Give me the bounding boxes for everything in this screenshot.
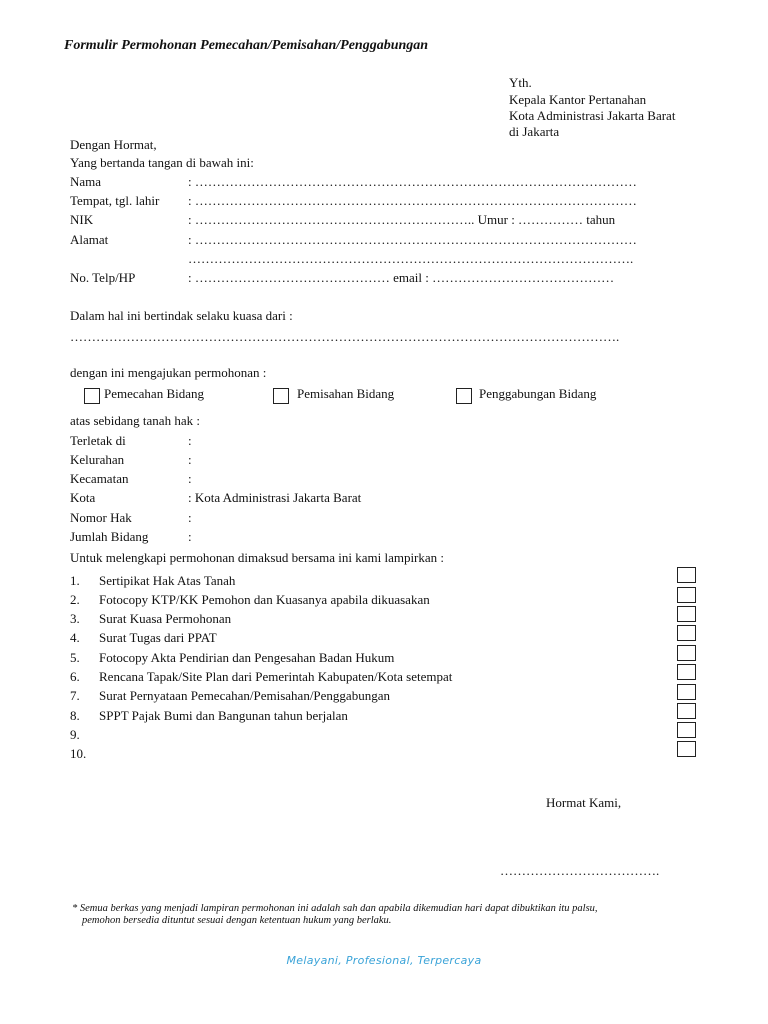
attachment-number: 5. <box>70 650 80 665</box>
attachment-checkbox[interactable] <box>677 664 696 680</box>
alamat-label: Alamat <box>70 232 109 247</box>
pemisahan-checkbox[interactable] <box>273 388 289 404</box>
attachment-number: 6. <box>70 669 80 684</box>
attachment-text: Surat Tugas dari PPAT <box>99 630 217 645</box>
pemisahan-label: Pemisahan Bidang <box>297 386 395 401</box>
attachment-checkbox[interactable] <box>677 587 696 603</box>
attachment-text: Sertipikat Hak Atas Tanah <box>99 573 236 588</box>
recipient-line-1: Yth. <box>509 75 532 90</box>
footnote-line-2: pemohon bersedia dituntut sesuai dengan ketentuan hukum yang berlaku. <box>82 915 392 926</box>
attachment-number: 2. <box>70 592 80 607</box>
kota-label: Kota <box>70 490 96 505</box>
ttl-field[interactable]: : ………………………………………………………………………………………… <box>188 193 637 208</box>
nomor-hak-label: Nomor Hak <box>70 510 132 525</box>
form-title: Formulir Permohonan Pemecahan/Pemisahan/Penggabungan <box>64 38 429 53</box>
recipient-line-2: Kepala Kantor Pertanahan <box>509 92 647 107</box>
nama-field[interactable]: : ………………………………………………………………………………………… <box>188 174 637 189</box>
attachment-text: Fotocopy Akta Pendirian dan Pengesahan Badan Hukum <box>99 650 395 665</box>
attachment-checkbox[interactable] <box>677 722 696 738</box>
attachment-checkbox[interactable] <box>677 703 696 719</box>
attachment-checkbox[interactable] <box>677 645 696 661</box>
attachment-number: 8. <box>70 708 80 723</box>
attachment-text: Surat Pernyataan Pemecahan/Pemisahan/Penggabungan <box>99 688 390 703</box>
request-label: dengan ini mengajukan permohonan : <box>70 365 267 380</box>
tagline: Melayani, Profesional, Terpercaya <box>286 954 482 967</box>
attachment-number: 4. <box>70 630 80 645</box>
attachment-text: Rencana Tapak/Site Plan dari Pemerintah Kabupaten/Kota setempat <box>99 669 453 684</box>
kecamatan-field[interactable]: : <box>188 471 192 486</box>
alamat-field-line-2[interactable]: …………………………………………………………………………………………. <box>188 251 634 266</box>
attachment-checkbox[interactable] <box>677 741 696 757</box>
kuasa-field[interactable]: ………………………………………………………………………………………………………………. <box>70 329 620 344</box>
ttl-label: Tempat, tgl. lahir <box>70 193 160 208</box>
telp-email-field[interactable]: : ……………………………………… email : …………………………………… <box>188 270 615 285</box>
kota-field[interactable]: : Kota Administrasi Jakarta Barat <box>188 490 362 505</box>
attachment-number: 10. <box>70 746 87 761</box>
attachments-intro: Untuk melengkapi permohonan dimaksud bersama ini kami lampirkan : <box>70 550 445 565</box>
terletak-field[interactable]: : <box>188 433 192 448</box>
terletak-label: Terletak di <box>70 433 126 448</box>
attachment-checkbox[interactable] <box>677 606 696 622</box>
alamat-field[interactable]: : ………………………………………………………………………………………… <box>188 232 637 247</box>
signature-field[interactable]: ………………………………. <box>500 863 660 878</box>
attachment-checkbox[interactable] <box>677 625 696 641</box>
recipient-line-4: di Jakarta <box>509 124 560 139</box>
nomor-hak-field[interactable]: : <box>188 510 192 525</box>
land-intro: atas sebidang tanah hak : <box>70 413 200 428</box>
penggabungan-label: Penggabungan Bidang <box>479 386 597 401</box>
attachment-checkbox[interactable] <box>677 684 696 700</box>
nik-umur-field[interactable]: : ……………………………………………………….. Umur : …………… tahun <box>188 212 616 227</box>
greeting: Dengan Hormat, <box>70 137 157 152</box>
penggabungan-checkbox[interactable] <box>456 388 472 404</box>
pemecahan-checkbox[interactable] <box>84 388 100 404</box>
jumlah-bidang-label: Jumlah Bidang <box>70 529 149 544</box>
attachment-number: 1. <box>70 573 80 588</box>
attachment-checkbox[interactable] <box>677 567 696 583</box>
footnote-line-1: * Semua berkas yang menjadi lampiran permohonan ini adalah sah dan apabila dikemudian hari dapat dibuktikan itu palsu, <box>72 903 598 914</box>
recipient-line-3: Kota Administrasi Jakarta Barat <box>509 108 676 123</box>
attachment-text: SPPT Pajak Bumi dan Bangunan tahun berjalan <box>99 708 348 723</box>
kuasa-label: Dalam hal ini bertindak selaku kuasa dari : <box>70 308 293 323</box>
kelurahan-label: Kelurahan <box>70 452 125 467</box>
kecamatan-label: Kecamatan <box>70 471 129 486</box>
pemecahan-label: Pemecahan Bidang <box>104 386 204 401</box>
intro-text: Yang bertanda tangan di bawah ini: <box>70 155 254 170</box>
attachment-text: Fotocopy KTP/KK Pemohon dan Kuasanya apabila dikuasakan <box>99 592 430 607</box>
jumlah-bidang-field[interactable]: : <box>188 529 192 544</box>
attachment-number: 9. <box>70 727 80 742</box>
nik-label: NIK <box>70 212 94 227</box>
attachment-text: Surat Kuasa Permohonan <box>99 611 232 626</box>
telp-label: No. Telp/HP <box>70 270 136 285</box>
nama-label: Nama <box>70 174 102 189</box>
attachment-number: 3. <box>70 611 80 626</box>
attachment-number: 7. <box>70 688 80 703</box>
kelurahan-field[interactable]: : <box>188 452 192 467</box>
closing-text: Hormat Kami, <box>546 795 622 810</box>
